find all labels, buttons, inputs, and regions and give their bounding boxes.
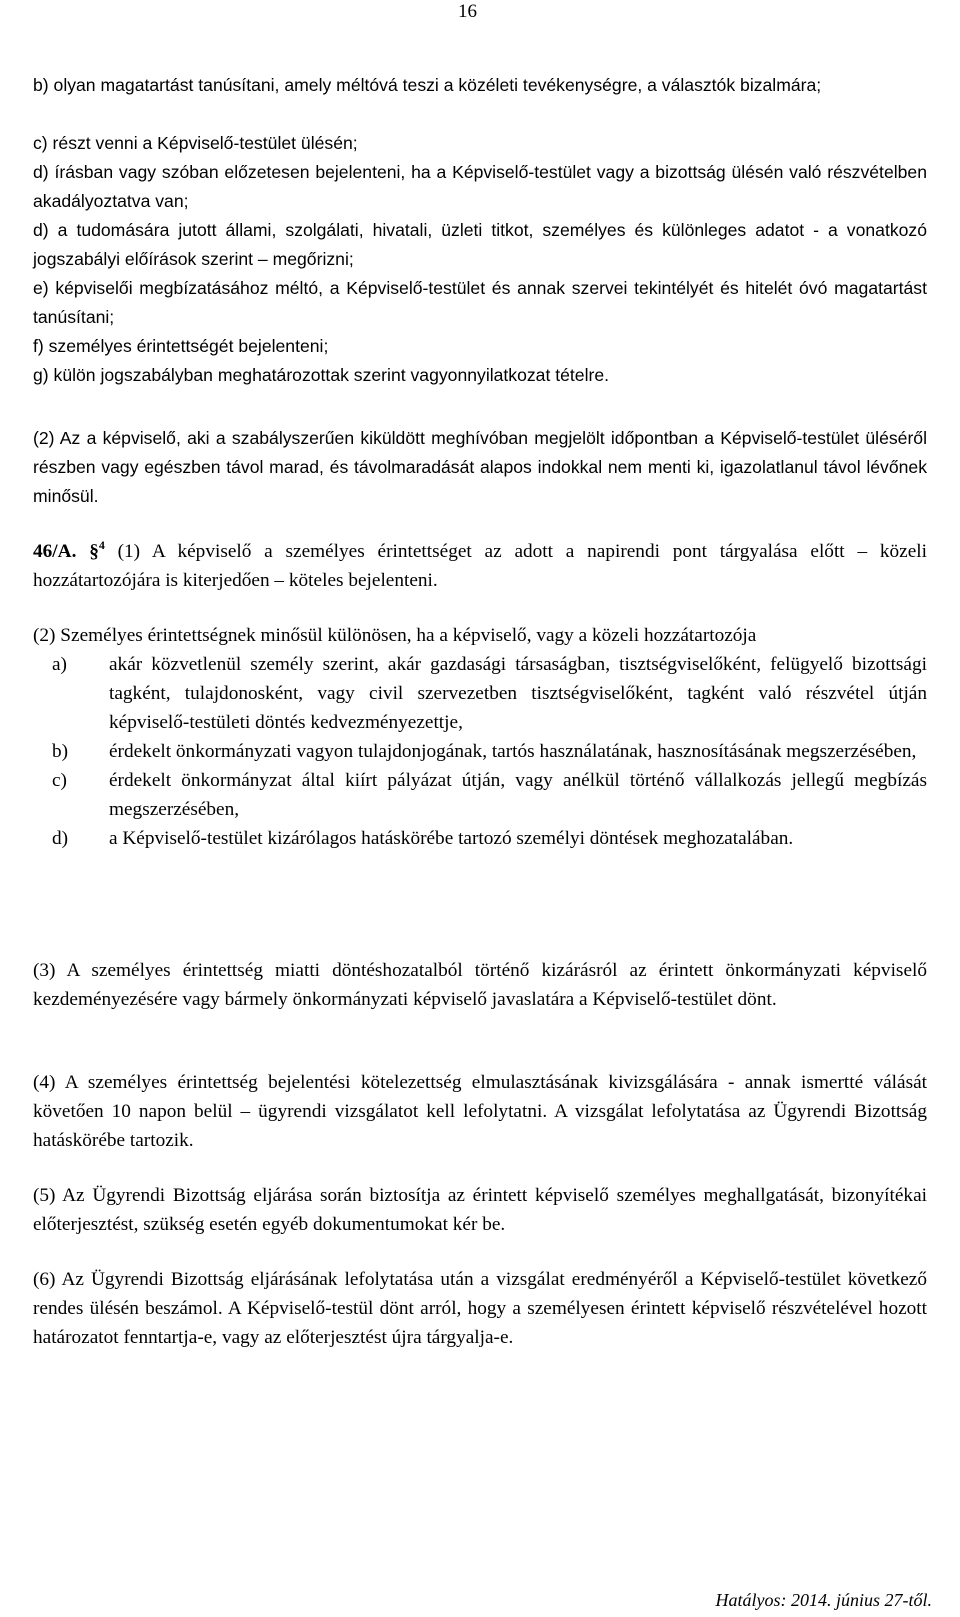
- section-46a-text: (1) A képviselő a személyes érintettséget az adott a napirendi pont tárgyalása előtt – közeli hozzátartozójára is kiterjedően – köteles bejelenteni.: [33, 541, 927, 591]
- sub-item-b: [33, 737, 927, 766]
- paragraph-3: (3) A személyes érintettség miatti döntéshozatalból történő kizárásról az érintett önkormányzati képviselő kezdeményezésére vagy bármely önkormányzati képviselő javaslatára a Képviselő-testület dönt.: [33, 960, 927, 1010]
- list-item-c: c) részt venni a Képviselő-testület ülésén;: [33, 133, 358, 153]
- footer-effective-date: Hatályos: 2014. június 27-től.: [715, 1590, 932, 1610]
- paragraph-2: (2) Az a képviselő, aki a szabályszerűen kiküldött meghívóban megjelölt időpontban a Képviselő-testület üléséről részben vagy egészben távol marad, és távolmaradását alapos indokkal nem menti ki, igazolatlanul távol lévőnek minősül.: [33, 428, 927, 506]
- list-item-b: b) olyan magatartást tanúsítani, amely méltóvá teszi a közéleti tevékenységre, a választók bizalmára;: [33, 75, 822, 95]
- paragraph-5: (5) Az Ügyrendi Bizottság eljárása során biztosítja az érintett képviselő személyes meghallgatását, bizonyítékai előterjesztést, szükség esetén egyéb dokumentumokat kér be.: [33, 1185, 927, 1235]
- section-symbol: §: [89, 541, 99, 562]
- sub-item-text: akár közvetlenül személy szerint, akár gazdasági társaságban, tisztségviselőként, felügyelő bizottsági tagként, tulajdonosként, vagy civil szervezetben tisztségviselőként, tagként való részvétel útján képviselő-testületi döntés kedvezményezettje,: [109, 654, 927, 733]
- sub-item-text: a Képviselő-testület kizárólagos hatáskörébe tartozó személyi döntések meghozatalában.: [109, 828, 794, 849]
- sub-item-a: [33, 650, 927, 737]
- sub-item-label: a): [52, 654, 67, 675]
- sub-item-text: érdekelt önkormányzat által kiírt pályázat útján, vagy anélkül történő vállalkozás jellegű megbízás megszerzésében,: [109, 770, 927, 820]
- paragraph-s2-intro: (2) Személyes érintettségnek minősül különösen, ha a képviselő, vagy a közeli hozzátartozója: [33, 625, 757, 646]
- sub-item-d: [33, 824, 927, 853]
- page-number: 16: [458, 1, 477, 22]
- list-item-e: e) képviselői megbízatásához méltó, a Képviselő-testület és annak szervei tekintélyét és hitelét óvó magatartást tanúsítani;: [33, 278, 927, 327]
- list-item-g: g) külön jogszabályban meghatározottak szerint vagyonnyilatkozat tételre.: [33, 365, 610, 385]
- sub-item-label: d): [52, 828, 69, 849]
- list-item-d1: d) írásban vagy szóban előzetesen bejelenteni, ha a Képviselő-testület vagy a bizottság ülésén való részvételben akadályoztatva van;: [33, 162, 927, 211]
- list-item-f: f) személyes érintettségét bejelenteni;: [33, 336, 329, 356]
- paragraph-4: (4) A személyes érintettség bejelentési kötelezettség elmulasztásának kivizsgálására - annak ismertté válását követően 10 napon belül – ügyrendi vizsgálatot kell lefolytatni. A vizsgálat lefolytatása az Ügyrendi Bizottság hatáskörébe tartozik.: [33, 1072, 927, 1151]
- section-number: 46/A.: [33, 541, 77, 562]
- footnote-marker: 4: [98, 538, 105, 552]
- section-46a: [33, 537, 927, 595]
- sub-item-label: b): [52, 741, 69, 762]
- sub-item-text: érdekelt önkormányzati vagyon tulajdonjogának, tartós használatának, hasznosításának megszerzésében,: [109, 741, 917, 762]
- sub-list: [33, 650, 927, 853]
- list-item-d2: d) a tudomására jutott állami, szolgálati, hivatali, üzleti titkot, személyes és különleges adatot - a vonatkozó jogszabályi előírások szerint – megőrizni;: [33, 220, 927, 269]
- paragraph-6: (6) Az Ügyrendi Bizottság eljárásának lefolytatása után a vizsgálat eredményéről a Képviselő-testület következő rendes ülésén beszámol. A Képviselő-testül dönt arról, hogy a személyesen érintett képviselő részvételével hozott határozatot fenntartja-e, vagy az előterjesztést újra tárgyalja-e.: [33, 1269, 927, 1348]
- sub-item-label: c): [52, 770, 67, 791]
- sub-item-c: [33, 766, 927, 824]
